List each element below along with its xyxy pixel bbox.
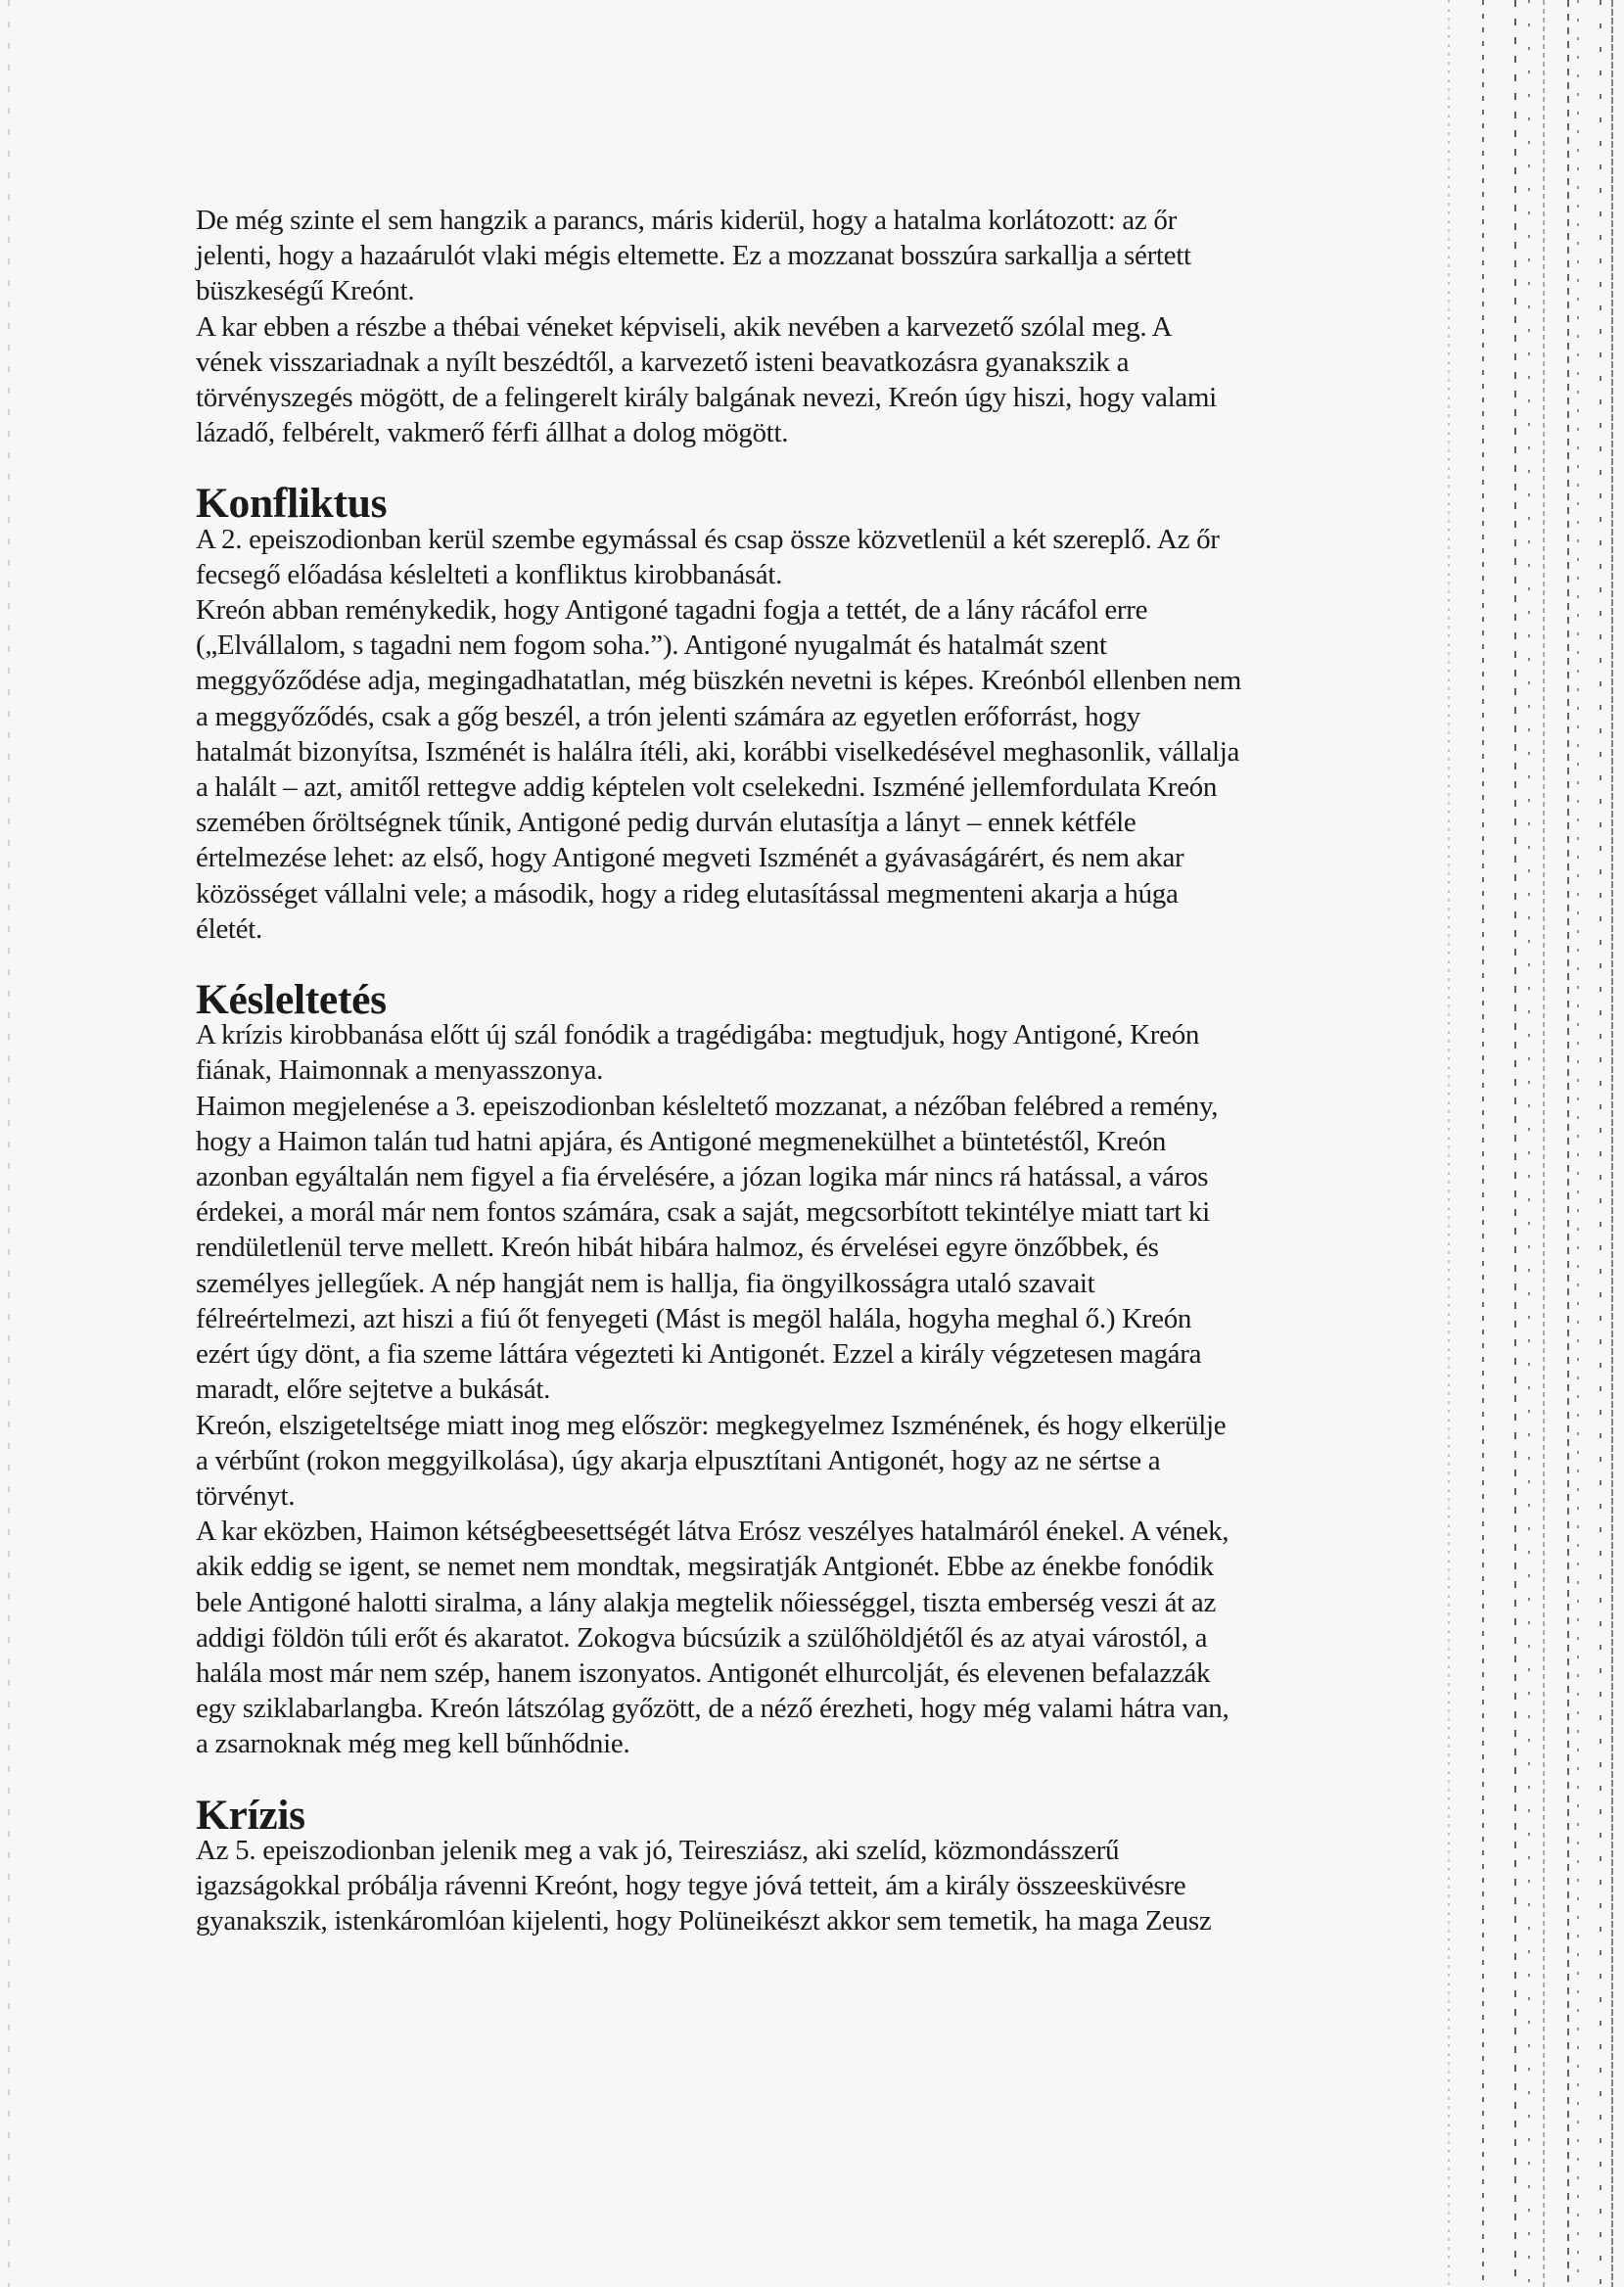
document-page (196, 203, 1468, 1938)
scan-streak (1514, 0, 1516, 2287)
text-line: halála most már nem szép, hanem iszonyatos. Antigonét elhurcolját, és elevenen befalazzák (196, 1657, 1211, 1689)
text-line: A 2. epeiszodionban kerül szembe egymással és csap össze közvetlenül a két szereplő. Az őr (196, 523, 1220, 555)
paragraph (196, 592, 1468, 947)
scan-streak (1567, 0, 1569, 2287)
paragraph (196, 522, 1468, 592)
text-line: meggyőződése adja, megingadhatatlan, még büszkén nevetni is képes. Kreónból ellenben nem (196, 665, 1241, 697)
text-line: a vérbűnt (rokon meggyilkolása), úgy akarja elpusztítani Antigonét, hogy az ne sértse a (196, 1444, 1161, 1476)
text-line: maradt, előre sejtetve a bukását. (196, 1374, 551, 1406)
text-line: („Elvállalom, s tagadni nem fogom soha.”). Antigoné nyugalmát és hatalmát szent (196, 630, 1107, 662)
scan-streak (1528, 0, 1530, 2287)
paragraph (196, 1833, 1468, 1939)
text-line: hogy a Haimon talán tud hatni apjára, és Antigoné megmenekülhet a büntetéstől, Kreón (196, 1125, 1167, 1157)
text-line: szemében őröltségnek tűnik, Antigoné pedig durván elutasítja a lányt – ennek kétféle (196, 807, 1137, 839)
text-line: Kreón, elszigeteltsége miatt inog meg először: megkegyelmez Iszménének, és hogy elkerülje (196, 1409, 1227, 1441)
text-line: De még szinte el sem hangzik a parancs, máris kiderül, hogy a hatalma korlátozott: az őr (196, 205, 1177, 236)
scan-streak (1577, 0, 1579, 2287)
section-heading: Krízis (196, 1791, 305, 1839)
section-heading: Konfliktus (196, 480, 388, 528)
text-line: bele Antigoné halotti siralma, a lány alakja megtelik nőiességgel, tiszta emberség veszi át az (196, 1586, 1217, 1618)
text-line: fiának, Haimonnak a menyasszonya. (196, 1054, 604, 1087)
text-line: azonban egyáltalán nem figyel a fia érvelésére, a józan logika már nincs rá hatással, a város (196, 1161, 1209, 1193)
section-krizis (196, 1791, 1468, 1939)
text-line: A krízis kirobbanása előtt új szál fonódik a tragédigába: megtudjuk, hogy Antigoné, Kreón (196, 1019, 1200, 1051)
section-konfliktus (196, 480, 1468, 947)
intro-section (196, 203, 1468, 450)
text-line: Az 5. epeiszodionban jelenik meg a vak jó, Teiresziász, aki szelíd, közmondásszerű (196, 1834, 1120, 1866)
scan-streak (1543, 0, 1545, 2287)
scan-streak (1482, 0, 1484, 2287)
paragraph (196, 203, 1468, 309)
section-heading: Késleltetés (196, 976, 387, 1024)
text-line: rendületlenül terve mellett. Kreón hibát hibára halmoz, és érvelései egyre önzőbbek, és (196, 1232, 1159, 1264)
text-line: törvényt. (196, 1479, 296, 1512)
text-line: igazságokkal próbálja rávenni Kreónt, hogy tegye jóvá tetteit, ám a király összeesküvésre (196, 1869, 1186, 1901)
text-line: személyes jellegűek. A nép hangját nem is hallja, fia öngyilkosságra utaló szavait (196, 1267, 1095, 1299)
text-line: Kreón abban reménykedik, hogy Antigoné tagadni fogja a tettét, de a lány rácáfol erre (196, 594, 1148, 627)
text-line: akik eddig se igent, se nemet nem mondtak, megsiratják Antgionét. Ebbe az énekbe fonódik (196, 1551, 1214, 1583)
text-line: a zsarnoknak még meg kell bűnhődnie. (196, 1728, 630, 1760)
text-line: A kar ebben a részbe a thébai véneket képviseli, akik nevében a karvezető szólal meg. A (196, 310, 1173, 343)
scan-streak (1611, 0, 1613, 2287)
text-line: egy sziklabarlangba. Kreón látszólag győzött, de a néző érezheti, hogy még valami hátra van, (196, 1693, 1230, 1725)
text-line: Haimon megjelenése a 3. epeiszodionban késleltető mozzanat, a nézőban felébred a remény, (196, 1090, 1219, 1122)
text-line: ezért úgy dönt, a fia szeme láttára végezteti ki Antigonét. Ezzel a király végzetesen magára (196, 1338, 1202, 1371)
text-line: hatalmát bizonyítsa, Iszménét is halálra ítéli, aki, korábbi viselkedésével meghasonlik, vállalja (196, 735, 1240, 768)
section-kesleltetes (196, 976, 1468, 1761)
paragraph (196, 1089, 1468, 1408)
text-line: addigi földön túli erőt és akaratot. Zokogva búcsúzik a szülőhöldjétől és az atyai várostól, a (196, 1621, 1208, 1654)
text-line: félreértelmezi, azt hiszi a fiú őt fenyegeti (Mást is megöl halála, hogyha meghal ő.) Kreón (196, 1302, 1192, 1334)
text-line: a meggyőződés, csak a gőg beszél, a trón jelenti számára az egyetlen erőforrást, hogy (196, 700, 1140, 732)
text-line: vének visszariadnak a nyílt beszédtől, a karvezető isteni beavatkozásra gyanakszik a (196, 346, 1130, 378)
text-line: életét. (196, 912, 262, 945)
text-line: törvényszegés mögött, de a felingerelt király balgának nevezi, Kreón úgy hiszi, hogy valami (196, 382, 1217, 414)
text-line: fecsegő előadása késlelteti a konfliktus kirobbanását. (196, 558, 783, 590)
text-line: lázadő, felbérelt, vakmerő férfi állhat a dolog mögött. (196, 417, 789, 449)
text-line: közösséget vállalni vele; a második, hogy a rideg elutasítással megmenteni akarja a húga (196, 877, 1179, 910)
text-line: érdekei, a morál már nem fontos számára, csak a saját, megcsorbított tekintélye miatt tart ki (196, 1196, 1210, 1229)
paragraph (196, 1017, 1468, 1088)
scan-streak (1600, 0, 1601, 2287)
paragraph (196, 1408, 1468, 1515)
paragraph (196, 1514, 1468, 1761)
paragraph (196, 309, 1468, 451)
text-line: büszkeségű Kreónt. (196, 275, 415, 307)
scan-left-edge (8, 0, 10, 2287)
text-line: gyanakszik, istenkáromlóan kijelenti, hogy Polüneikészt akkor sem temetik, ha maga Zeusz (196, 1905, 1212, 1937)
text-line: A kar eközben, Haimon kétségbeesettségét látva Erósz veszélyes hatalmáról énekel. A vének, (196, 1516, 1230, 1548)
text-line: a halált – azt, amitől rettegve addig képtelen volt cselekedni. Iszméné jellemfordulata Kreón (196, 771, 1218, 804)
text-line: értelmezése lehet: az első, hogy Antigoné megveti Iszménét a gyávaságárért, és nem akar (196, 842, 1184, 874)
text-line: jelenti, hogy a hazaárulót vlaki mégis eltemette. Ez a mozzanat bosszúra sarkallja a sértett (196, 240, 1191, 272)
